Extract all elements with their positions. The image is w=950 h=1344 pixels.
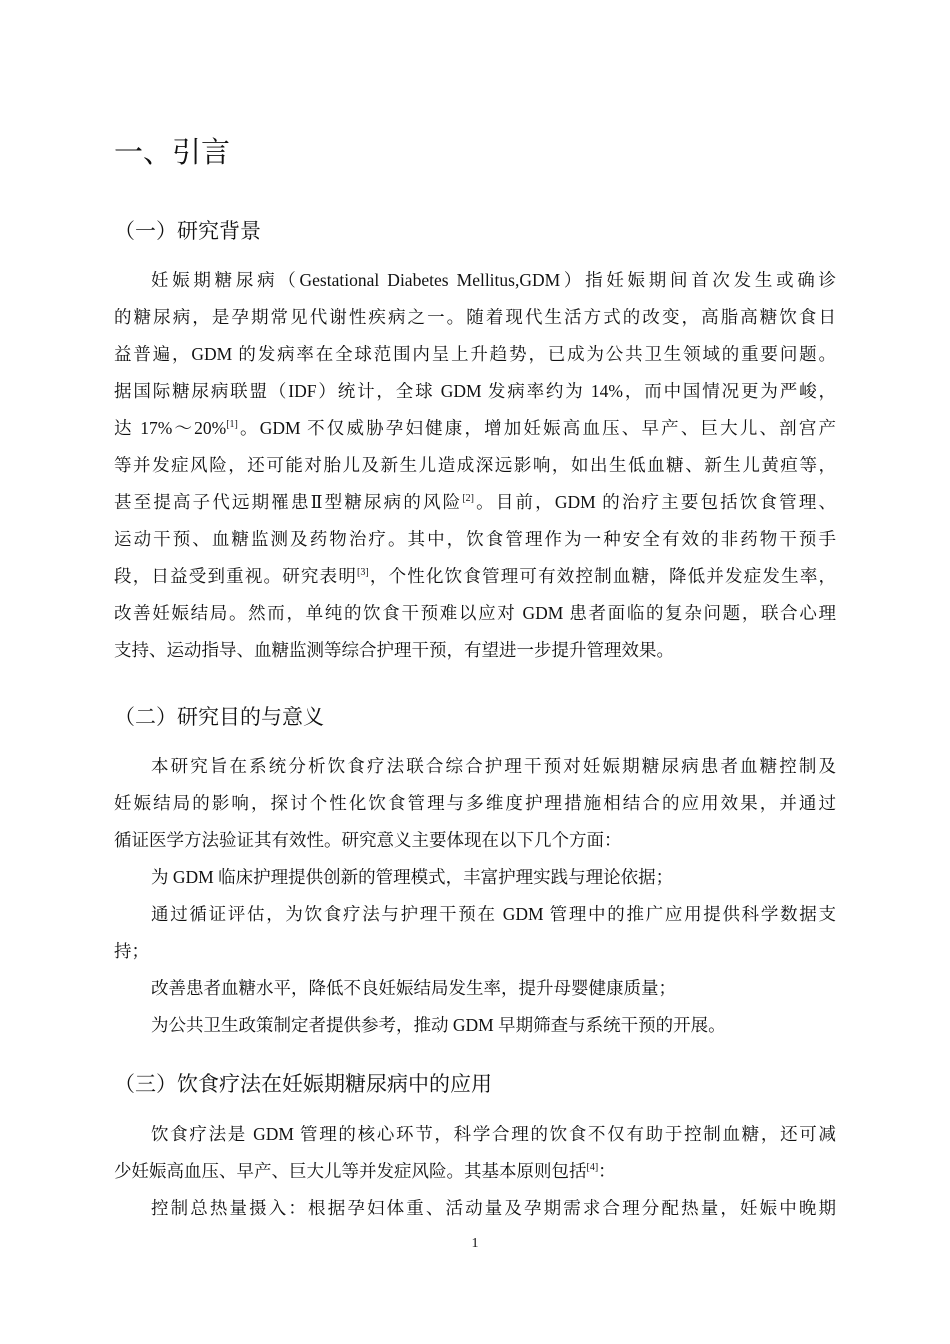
citation-ref: [4] (586, 1162, 599, 1173)
citation-ref: [3] (357, 567, 369, 578)
text-line: 循证医学方法验证其有效性。研究意义主要体现在以下几个方面： (114, 830, 622, 850)
text-line: 改善妊娠结局。然而，单纯的饮食干预难以应对 GDM 患者面临的复杂问题，联合心理 (114, 603, 836, 623)
section-heading-diet-therapy: （三）饮食疗法在妊娠期糖尿病中的应用 (114, 1072, 492, 1096)
text-line: 妊娠结局的影响，探讨个性化饮食管理与多维度护理措施相结合的应用效果，并通过 (114, 793, 836, 813)
text-segment: 段，日益受到重视。研究表明 (114, 566, 358, 586)
text-segment: ： (598, 1161, 616, 1181)
text-segment: 甚至提高子代远期罹患Ⅱ型糖尿病的风险 (114, 492, 463, 512)
text-line (114, 410, 836, 447)
text-line: 控制总热量摄入：根据孕妇体重、活动量及孕期需求合理分配热量，妊娠中晚期 (151, 1198, 836, 1218)
background-paragraph (114, 262, 836, 669)
section-heading-purpose: （二）研究目的与意义 (114, 705, 324, 729)
list-item-continuation: 持； (114, 941, 149, 961)
diet-therapy-paragraph (114, 1116, 836, 1227)
text-segment: ，个性化饮食管理可有效控制血糖，降低并发症发生率， (368, 566, 837, 586)
text-line (114, 484, 836, 521)
text-segment: 。GDM 不仅威胁孕妇健康，增加妊娠高血压、早产、巨大儿、剖宫产 (237, 418, 837, 438)
text-line: 据国际糖尿病联盟（IDF）统计，全球 GDM 发病率约为 14%，而中国情况更为严峻， (114, 381, 836, 401)
section-heading-background: （一）研究背景 (114, 219, 261, 243)
text-line (114, 1153, 836, 1190)
list-item: 通过循证评估，为饮食疗法与护理干预在 GDM 管理中的推广应用提供科学数据支 (151, 904, 836, 924)
list-item: 改善患者血糖水平，降低不良妊娠结局发生率，提升母婴健康质量； (151, 978, 676, 998)
citation-ref: [2] (462, 493, 474, 504)
text-line (114, 558, 836, 595)
text-line: 等并发症风险，还可能对胎儿及新生儿造成深远影响，如出生低血糖、新生儿黄疸等， (114, 455, 836, 475)
text-line: 益普遍，GDM 的发病率在全球范围内呈上升趋势，已成为公共卫生领域的重要问题。 (114, 344, 836, 364)
list-item: 为 GDM 临床护理提供创新的管理模式，丰富护理实践与理论依据； (151, 867, 674, 887)
text-line: 本研究旨在系统分析饮食疗法联合综合护理干预对妊娠期糖尿病患者血糖控制及 (151, 756, 836, 776)
purpose-paragraph (114, 748, 836, 859)
text-line: 支持、运动指导、血糖监测等综合护理干预，有望进一步提升管理效果。 (114, 640, 674, 660)
citation-ref: [1] (226, 419, 238, 430)
text-line: 饮食疗法是 GDM 管理的核心环节，科学合理的饮食不仅有助于控制血糖，还可减 (151, 1124, 836, 1144)
list-item: 为公共卫生政策制定者提供参考，推动 GDM 早期筛查与系统干预的开展。 (151, 1015, 726, 1035)
text-segment: 少妊娠高血压、早产、巨大儿等并发症风险。其基本原则包括 (114, 1161, 587, 1181)
text-line: 的糖尿病，是孕期常见代谢性疾病之一。随着现代生活方式的改变，高脂高糖饮食日 (114, 307, 836, 327)
text-segment: 达 17%～20% (114, 418, 227, 438)
text-segment: 。目前，GDM 的治疗主要包括饮食管理、 (474, 492, 836, 512)
text-line: 妊娠期糖尿病（Gestational Diabetes Mellitus,GDM）指妊娠期间首次发生或确诊 (151, 270, 836, 290)
text-line: 运动干预、血糖监测及药物治疗。其中，饮食管理作为一种安全有效的非药物干预手 (114, 529, 836, 549)
chapter-heading: 一、引言 (114, 135, 231, 169)
page-number: 1 (471, 1236, 479, 1251)
purpose-list (114, 859, 836, 1044)
